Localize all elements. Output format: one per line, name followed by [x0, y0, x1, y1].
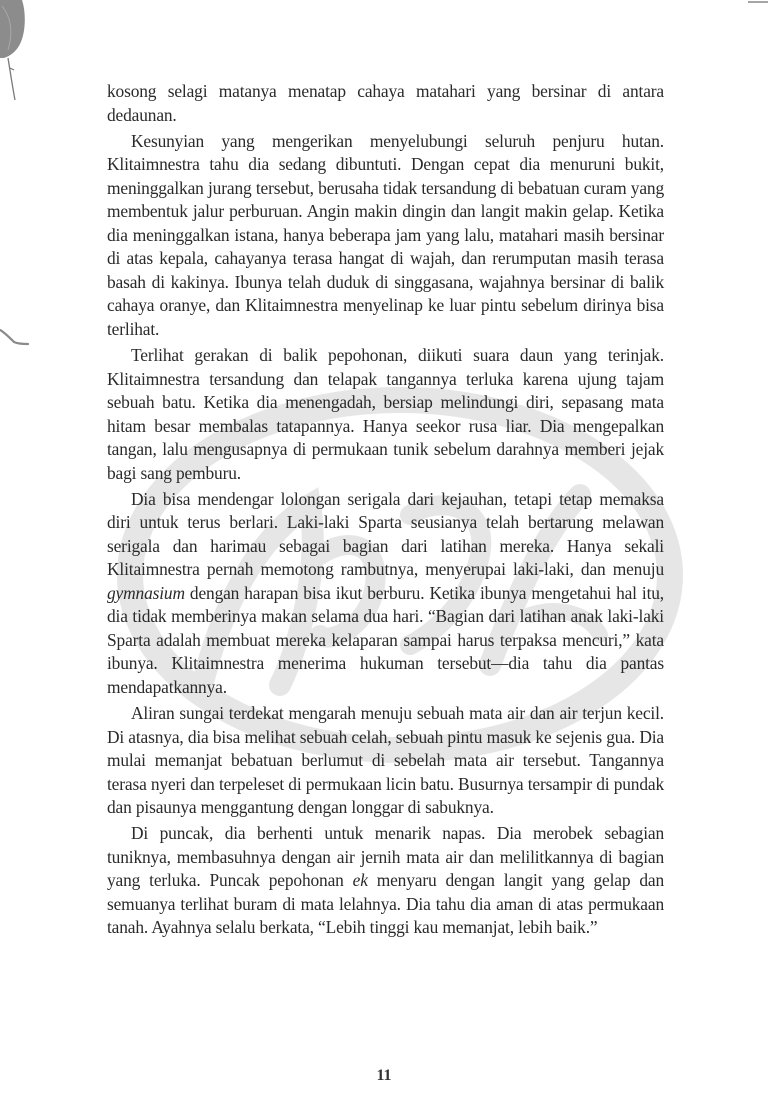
- paragraph-text: Di puncak, dia berhenti untuk menarik napas. Dia merobek sebagian tuniknya, membasuhnya dengan air jernih mata air dan melilitkannya di bagian yang terluka. Puncak pepohonan: [107, 823, 664, 891]
- paragraph: Aliran sungai terdekat mengarah menuju sebuah mata air dan air terjun kecil. Di atasnya, dia bisa melihat sebuah celah, sebuah pintu masuk ke sejenis gua. Dia mulai memanjat bebatuan berlumut di sebelah mata air tersebut. Tangannya terasa nyeri dan terpeleset di permukaan licin batu. Busurnya tersampir di pundak dan pisaunya menggantung dengan longgar di sabuknya.: [107, 703, 664, 818]
- paragraph-text: menyaru dengan langit yang gelap dan semuanya terlihat buram di mata lelahnya. Dia tahu dia aman di atas permukaan tanah. Ayahnya selalu berkata, “Lebih tinggi kau memanjat, lebih baik.”: [107, 870, 664, 938]
- paragraph: Terlihat gerakan di balik pepohonan, diikuti suara daun yang terinjak. Klitaimnestra tersandung dan telapak tangannya terluka karena ujung tajam sebuah batu. Ketika dia menengadah, bersiap melindungi diri, sepasang mata hitam besar membalas tatapannya. Hanya seekor rusa liar. Dia mengepalkan tangan, lalu mengusapnya di permukaan tunik sebelum darahnya memberi jejak bagi sang pemburu.: [107, 345, 664, 483]
- italic-term: gymnasium: [107, 582, 185, 603]
- leaf-ornament-icon: [0, 0, 30, 105]
- body-text: [107, 80, 664, 940]
- paragraph: kosong selagi matanya menatap cahaya matahari yang bersinar di antara dedaunan.: [107, 81, 664, 125]
- paragraph: [107, 488, 664, 700]
- italic-term: ek: [352, 870, 368, 891]
- paragraph: [107, 822, 664, 940]
- paragraph: Kesunyian yang mengerikan menyelubungi seluruh penjuru hutan. Klitaimnestra tahu dia sedang dibuntuti. Dengan cepat dia menuruni bukit, meninggalkan jurang tersebut, berusaha tidak tersandung di bebatuan curam yang membentuk jalur perburuan. Angin makin dingin dan langit makin gelap. Ketika dia meninggalkan istana, hanya beberapa jam yang lalu, matahari masih bersinar di atas kepala, cahayanya terasa hangat di wajah, dan rerumputan masih terasa basah di kakinya. Ibunya telah duduk di singgasana, wajahnya bersinar di balik cahaya oranye, dan Klitaimnestra menyelinap ke luar pintu sebelum dirinya bisa terlihat.: [107, 130, 664, 339]
- paragraph-text: Dia bisa mendengar lolongan serigala dari kejauhan, tetapi tetap memaksa diri untuk terus berlari. Laki-laki Sparta seusianya telah bertarung melawan serigala dan harimau sebagai bagian dari latihan mereka. Hanya sekali Klitaimnestra pernah memotong rambutnya, menyerupai laki-laki, dan menuju: [107, 488, 664, 580]
- stem-ornament-icon: [0, 320, 32, 350]
- page-number: 11: [376, 1067, 392, 1084]
- paragraph-text: dengan harapan bisa ikut berburu. Ketika ibunya mengetahui hal itu, dia tidak memberinya makan selama dua hari. “Bagian dari latihan anak laki-laki Sparta adalah membuat mereka kelaparan sampai harus terpaksa mencuri,” kata ibunya. Klitaimnestra menerima hukuman tersebut—dia tahu dia pantas mendapatkannya.: [107, 582, 664, 697]
- corner-rule: [748, 0, 768, 6]
